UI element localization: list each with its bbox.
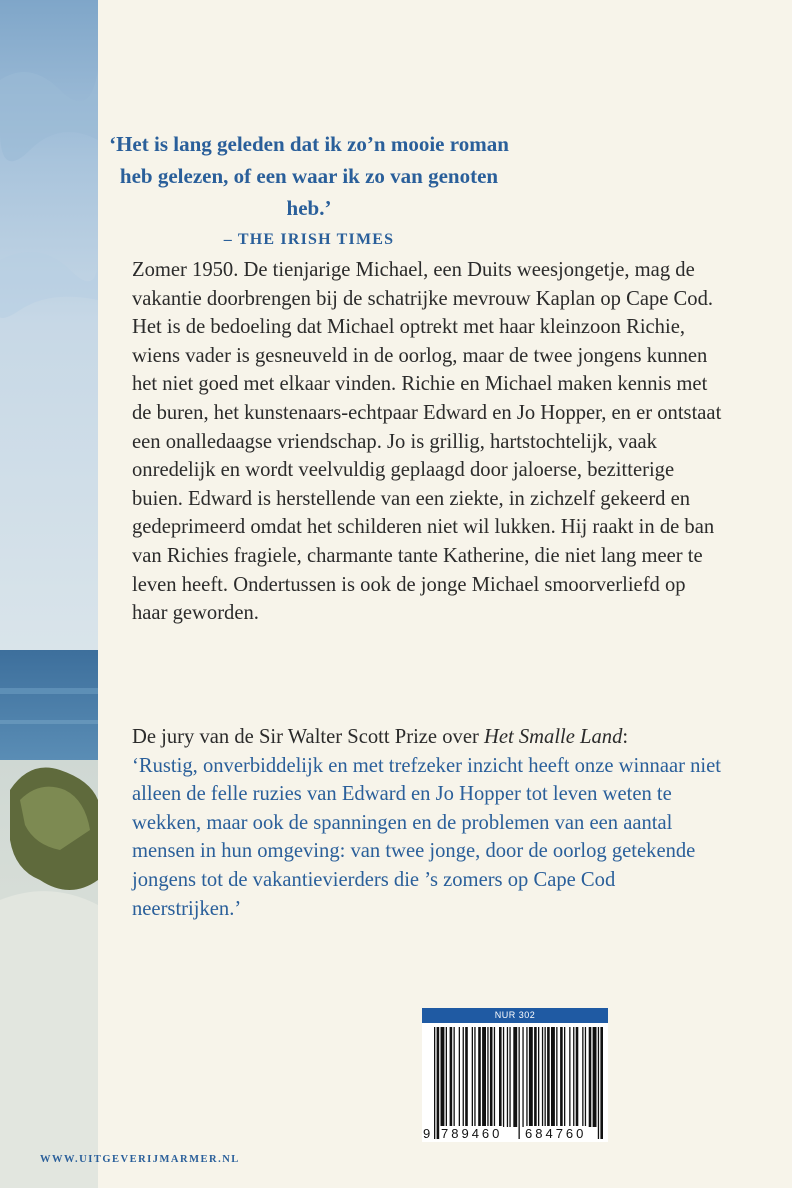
press-quote-source: – THE IRISH TIMES: [223, 231, 395, 248]
synopsis-paragraph: Zomer 1950. De tienjarige Michael, een Duits weesjongetje, mag de vakantie doorbrengen bij de schatrijke mevrouw Kaplan op Cape Cod. Het is de bedoeling dat Michael optrekt met haar kleinzoon Richie, wiens vader is gesneuveld in de oorlog, maar de twee jongens kunnen het niet goed met elkaar vinden. Richie en Michael maken kennis met de buren, het kunstenaars-echtpaar Edward en Jo Hopper, en er ontstaat een onalledaagse vriendschap. Jo is grillig, hartstochtelijk, vaak onredelijk en wordt veelvuldig geplaagd door jaloerse, bezitterige buien. Edward is herstellende van een ziekte, in zichzelf gekeerd en gedeprimeerd omdat het schilderen niet wil lukken. Hij raakt in de ban van Richies fragiele, charmante tante Katherine, die niet lang meer te leven heeft. Ondertussen is ook de jonge Michael smoorverliefd op haar geworden.: [132, 259, 722, 625]
barcode-bar: [551, 1027, 555, 1127]
barcode-bar: [446, 1027, 447, 1127]
barcode-bar: [598, 1027, 599, 1139]
barcode-bar: [454, 1027, 455, 1127]
barcode-graphic: [422, 1023, 608, 1142]
nur-label: NUR 302: [422, 1008, 608, 1023]
barcode-bar: [569, 1027, 570, 1127]
isbn-group-2: 684760: [525, 1126, 587, 1141]
barcode-bar: [450, 1027, 453, 1127]
press-quote-line-1: ‘Het is lang geleden dat ik zo’n mooie roman: [109, 132, 509, 156]
barcode-bar: [507, 1027, 508, 1127]
jury-review-quote: ‘Rustig, onverbiddelijk en met trefzeker inzicht heeft onze winnaar niet alleen de felle ruzies van Edward en Jo Hopper tot leven weten te wekken, maar ook de spanningen en de problemen van een aantal mensen in hun omgeving: van twee jonge, door de oorlog getekende jongens tot de vakantievierders die ’s zomers op Cape Cod neerstrijken.’: [132, 754, 721, 920]
isbn-barcode: [422, 1008, 608, 1142]
jury-book-title: Het Smalle Land: [483, 726, 623, 748]
barcode-bars: [422, 1023, 608, 1142]
isbn-first-digit: 9: [423, 1126, 431, 1141]
barcode-bar: [564, 1027, 565, 1127]
painting-illustration: [0, 0, 98, 1188]
barcode-bar: [472, 1027, 473, 1127]
barcode-bar: [593, 1027, 597, 1127]
barcode-bar: [434, 1027, 435, 1139]
barcode-bar: [560, 1027, 563, 1127]
publisher-url: WWW.UITGEVERIJMARMER.NL: [40, 1154, 240, 1165]
jury-intro-end: :: [622, 726, 629, 748]
jury-intro-text: De jury van de Sir Walter Scott Prize over: [132, 726, 484, 748]
barcode-bar: [542, 1027, 543, 1127]
barcode-bar: [513, 1027, 517, 1127]
barcode-bar: [522, 1027, 523, 1127]
barcode-bar: [499, 1027, 502, 1127]
barcode-bar: [437, 1027, 440, 1139]
barcode-bar: [529, 1027, 533, 1127]
barcode-bar: [556, 1027, 557, 1127]
barcode-bar: [589, 1027, 592, 1127]
press-quote-line-2: heb gelezen, of een waar ik zo van genoten heb.’: [119, 164, 499, 220]
barcode-bar: [478, 1027, 481, 1127]
barcode-bar: [494, 1027, 495, 1127]
barcode-bar: [441, 1027, 445, 1127]
barcode-bar: [465, 1027, 468, 1127]
barcode-bar: [582, 1027, 583, 1127]
barcode-bar: [459, 1027, 460, 1127]
barcode-bar: [487, 1027, 488, 1127]
barcode-bar: [600, 1027, 603, 1139]
press-quote: [98, 128, 520, 256]
barcode-bar: [545, 1027, 546, 1127]
barcode-bar: [482, 1027, 486, 1127]
jury-section: [132, 723, 722, 923]
barcode-bar: [526, 1027, 527, 1127]
barcode-bar: [585, 1027, 586, 1127]
barcode-bar: [547, 1027, 550, 1127]
cover-painting-strip: [0, 0, 98, 1188]
barcode-bar: [503, 1027, 504, 1127]
barcode-bar: [573, 1027, 574, 1127]
barcode-bar: [463, 1027, 464, 1127]
barcode-bar: [576, 1027, 579, 1127]
isbn-digits: [422, 1126, 608, 1142]
barcode-bar: [509, 1027, 510, 1127]
barcode-bar: [538, 1027, 539, 1127]
isbn-group-1: 789460: [441, 1126, 503, 1141]
barcode-bar: [534, 1027, 537, 1127]
barcode-bar: [474, 1027, 475, 1127]
barcode-bar: [490, 1027, 493, 1127]
jury-intro: [132, 723, 722, 752]
barcode-bar: [519, 1027, 520, 1139]
